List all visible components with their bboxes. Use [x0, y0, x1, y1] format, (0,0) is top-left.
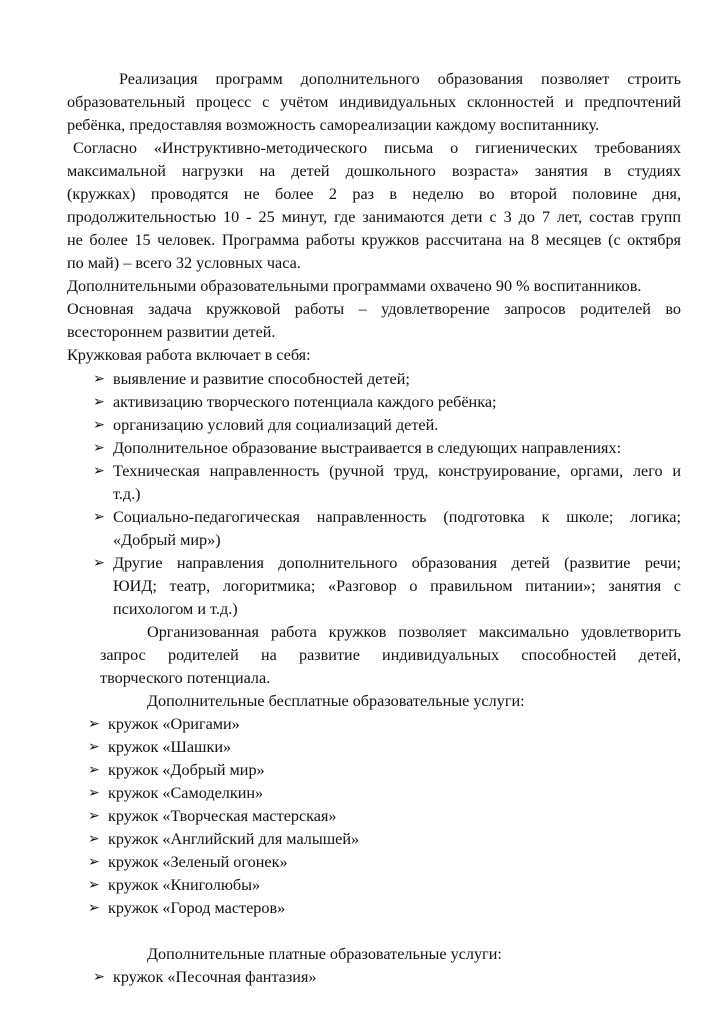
arrow-bullet-icon: ➢: [88, 854, 100, 870]
arrow-bullet-icon: ➢: [88, 831, 100, 847]
list-item: Другие направления дополнительного образования детей (развитие речи;: [113, 554, 681, 572]
arrow-bullet-icon: ➢: [88, 808, 100, 824]
list-item: кружок «Шашки»: [108, 738, 232, 756]
paragraph-line: не более 15 человек. Программа работы кружков рассчитана на 8 месяцев (с октября: [67, 231, 681, 249]
list-item: кружок «Книголюбы»: [108, 876, 261, 894]
arrow-bullet-icon: ➢: [93, 555, 105, 571]
paragraph-line: Дополнительными образовательными программами охвачено 90 % воспитанников.: [67, 277, 642, 295]
list-item-continuation: «Добрый мир»): [113, 531, 221, 549]
list-item: кружок «Творческая мастерская»: [108, 807, 337, 825]
arrow-bullet-icon: ➢: [88, 739, 100, 755]
paragraph-line: Реализация программ дополнительного образования позволяет строить: [119, 70, 681, 88]
list-item-continuation: ЮИД; театр, логоритмика; «Разговор о правильном питании»; занятия с: [113, 577, 681, 595]
paragraph-line: максимальной нагрузки на детей дошкольного возраста» занятия в студиях: [67, 162, 681, 180]
list-item: кружок «Самоделкин»: [108, 784, 264, 802]
list-item-continuation: психологом и т.д.): [113, 600, 238, 618]
arrow-bullet-icon: ➢: [93, 509, 105, 525]
arrow-bullet-icon: ➢: [88, 877, 100, 893]
list-item: кружок «Город мастеров»: [108, 899, 286, 917]
list-item: активизацию творческого потенциала каждого ребёнка;: [113, 393, 497, 411]
paragraph-line: ребёнка, предоставляя возможность самореализации каждому воспитаннику.: [67, 116, 600, 134]
arrow-bullet-icon: ➢: [88, 785, 100, 801]
list-item: кружок «Зеленый огонек»: [108, 853, 288, 871]
arrow-bullet-icon: ➢: [93, 371, 105, 387]
arrow-bullet-icon: ➢: [88, 900, 100, 916]
paragraph-line: запрос родителей на развитие индивидуальных способностей детей,: [100, 646, 681, 664]
list-item: организацию условий для социализаций детей.: [113, 416, 439, 434]
arrow-bullet-icon: ➢: [93, 394, 105, 410]
paragraph-line: Основная задача кружковой работы – удовлетворение запросов родителей во: [67, 300, 681, 318]
arrow-bullet-icon: ➢: [93, 463, 105, 479]
paragraph-line: образовательный процесс с учётом индивидуальных склонностей и предпочтений: [67, 93, 681, 111]
arrow-bullet-icon: ➢: [88, 716, 100, 732]
list-item: Техническая направленность (ручной труд, конструирование, оргами, лего и: [113, 462, 681, 480]
paragraph-line: продолжительностью 10 - 25 минут, где занимаются дети с 3 до 7 лет, состав групп: [67, 208, 681, 226]
list-item: Социально-педагогическая направленность (подготовка к школе; логика;: [113, 508, 681, 526]
paragraph-line: творческого потенциала.: [100, 669, 271, 687]
list-item: кружок «Оригами»: [108, 715, 240, 733]
paragraph-line: всестороннем развитии детей.: [67, 323, 276, 341]
arrow-bullet-icon: ➢: [88, 762, 100, 778]
section-heading: Дополнительные платные образовательные услуги:: [147, 945, 502, 963]
list-item: кружок «Добрый мир»: [108, 761, 265, 779]
list-item: Дополнительное образование выстраивается в следующих направлениях:: [113, 439, 622, 457]
list-item: выявление и развитие способностей детей;: [113, 370, 410, 388]
paragraph-line: Согласно «Инструктивно-методического письма о гигиенических требованиях: [73, 139, 681, 157]
list-item-continuation: т.д.): [113, 485, 141, 503]
paragraph-line: по май) – всего 32 условных часа.: [67, 254, 301, 272]
section-heading: Дополнительные бесплатные образовательные услуги:: [147, 692, 525, 710]
arrow-bullet-icon: ➢: [93, 417, 105, 433]
list-item: кружок «Песочная фантазия»: [113, 968, 317, 986]
paragraph-line: Организованная работа кружков позволяет максимально удовлетворить: [147, 623, 681, 641]
list-item: кружок «Английский для малышей»: [108, 830, 360, 848]
arrow-bullet-icon: ➢: [93, 969, 105, 985]
paragraph-line: Кружковая работа включает в себя:: [67, 346, 311, 364]
paragraph-line: (кружках) проводятся не более 2 раз в неделю во второй половине дня,: [67, 185, 681, 203]
arrow-bullet-icon: ➢: [93, 440, 105, 456]
